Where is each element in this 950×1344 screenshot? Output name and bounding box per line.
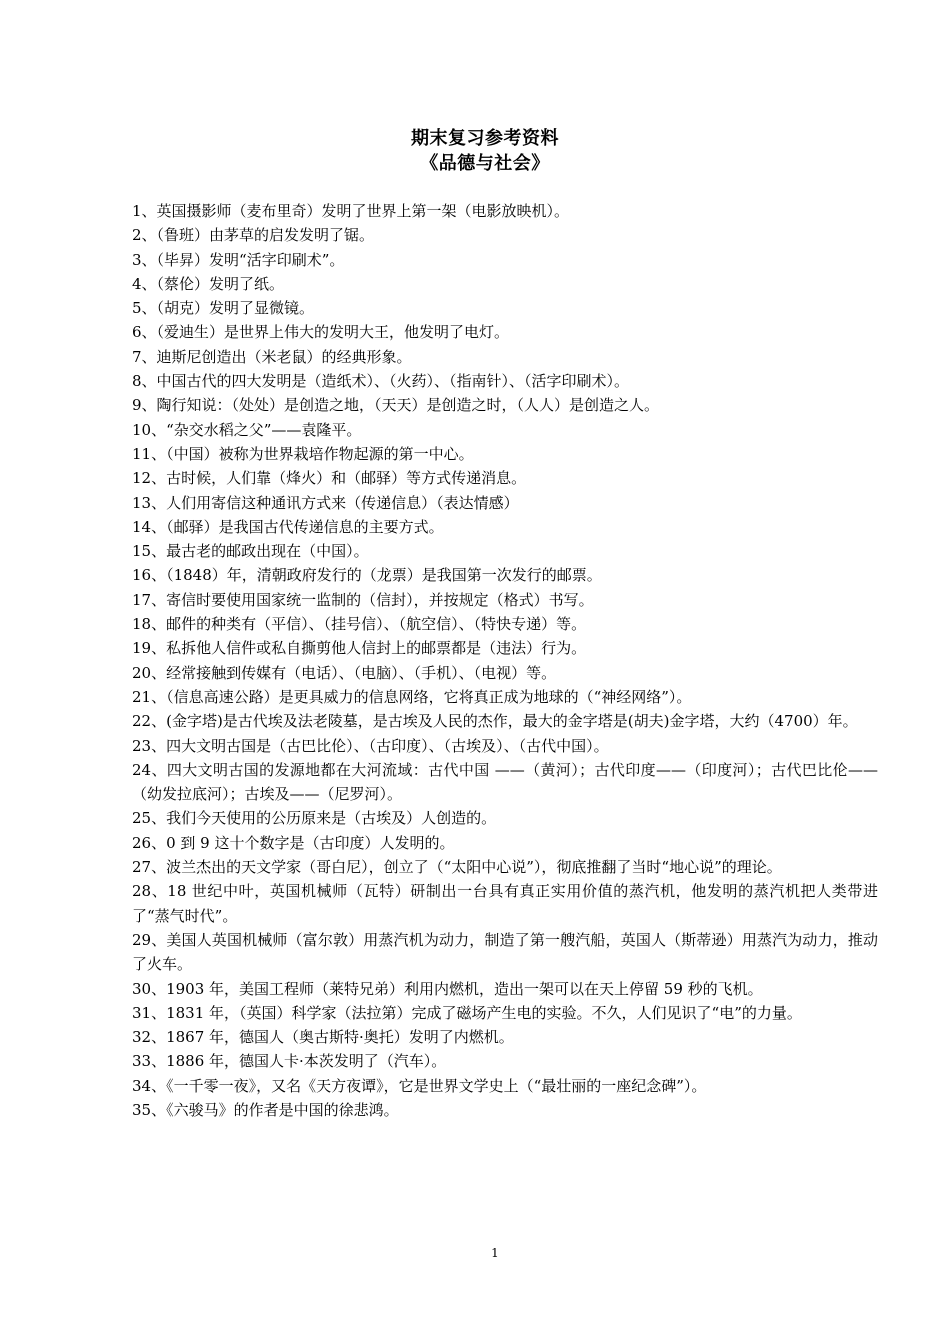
list-item: 7、迪斯尼创造出（米老鼠）的经典形象。 [132,347,412,366]
list-item: 31、1831 年，（英国）科学家（法拉第）完成了磁场产生电的实验。不久，人们见识了“电”的力量。 [132,1003,802,1022]
list-item: 5、（胡克）发明了显微镜。 [132,299,315,318]
list-item: 16、（1848）年，清朝政府发行的（龙票）是我国第一次发行的邮票。 [132,566,602,585]
list-item: 9、陶行知说：（处处）是创造之地，（天天）是创造之时，（人人）是创造之人。 [132,396,660,415]
page-number: 1 [491,1246,499,1260]
list-item: 18、邮件的种类有（平信）、（挂号信）、（航空信）、（特快专递）等。 [132,615,587,634]
list-item: 14、（邮驿）是我国古代传递信息的主要方式。 [132,517,444,536]
list-item: 4、（蔡伦）发明了纸。 [132,274,285,293]
list-item: 15、最古老的邮政出现在（中国）。 [132,542,369,561]
list-item: 32、1867 年，德国人（奥古斯特·奥托）发明了内燃机。 [132,1028,514,1047]
list-item: 20、经常接触到传媒有（电话）、（电脑）、（手机）、（电视）等。 [132,663,557,682]
list-item: 24、四大文明古国的发源地都在大河流域：古代中国 ——（黄河）；古代印度——（印度河）；古代巴比伦——（幼发拉底河）；古埃及——（尼罗河）。 [132,760,878,804]
list-item: 1、英国摄影师（麦布里奇）发明了世界上第一架（电影放映机）。 [132,202,570,220]
list-item: 2、（鲁班）由茅草的启发发明了锯。 [132,226,375,245]
list-item: 23、四大文明古国是（古巴比伦）、（古印度）、（古埃及）、（古代中国）。 [132,736,609,755]
list-item: 11、（中国）被称为世界栽培作物起源的第一中心。 [132,444,474,463]
list-item: 13、人们用寄信这种通讯方式来（传递信息）（表达情感） [132,493,519,512]
title-block [0,126,950,176]
list-item: 22、(金字塔)是古代埃及法老陵墓，是古埃及人民的杰作，最大的金字塔是(胡夫)金字塔，大约（4700）年。 [132,712,858,731]
review-list [132,199,878,1122]
list-item: 29、美国人英国机械师（富尔敦）用蒸汽机为动力，制造了第一艘汽船，英国人（斯蒂逊）用蒸汽为动力，推动了火车。 [132,930,878,974]
list-item: 34、《一千零一夜》，又名《天方夜谭》，它是世界文学史上（“最壮丽的一座纪念碑”）。 [132,1076,707,1095]
list-item: 17、寄信时要使用国家统一监制的（信封），并按规定（格式）书写。 [132,590,594,609]
page-title: 期末复习参考资料 [411,128,559,149]
list-item: 25、我们今天使用的公历原来是（古埃及）人创造的。 [132,809,497,828]
list-item: 30、1903 年，美国工程师（莱特兄弟）利用内燃机，造出一架可以在天上停留 59 秒的飞机。 [132,979,763,998]
list-item: 12、古时候，人们靠（烽火）和（邮驿）等方式传递消息。 [132,469,527,488]
list-item: 28、18 世纪中叶，英国机械师（瓦特）研制出一台具有真正实用价值的蒸汽机，他发明的蒸汽机把人类带进了“蒸气时代”。 [132,882,878,925]
list-item: 10、“杂交水稻之父”——袁隆平。 [132,420,362,439]
list-item: 26、0 到 9 这十个数字是（古印度）人发明的。 [132,833,455,852]
list-item: 35、《六骏马》的作者是中国的徐悲鸿。 [132,1100,399,1119]
list-item: 3、（毕昇）发明“活字印刷术”。 [132,250,345,269]
list-item: 33、1886 年，德国人卡·本茨发明了（汽车）。 [132,1052,447,1071]
list-item: 8、中国古代的四大发明是（造纸术）、（火药）、（指南针）、（活字印刷术）。 [132,372,630,391]
list-item: 21、（信息高速公路）是更具威力的信息网络，它将真正成为地球的（“神经网络”）。 [132,687,692,706]
list-item: 6、（爱迪生）是世界上伟大的发明大王，他发明了电灯。 [132,323,510,342]
list-item: 19、私拆他人信件或私自撕剪他人信封上的邮票都是（违法）行为。 [132,639,587,658]
page-subtitle: 《品德与社会》 [420,153,550,174]
list-item: 27、波兰杰出的天文学家（哥白尼），创立了（“太阳中心说”），彻底推翻了当时“地心说”的理论。 [132,858,782,877]
